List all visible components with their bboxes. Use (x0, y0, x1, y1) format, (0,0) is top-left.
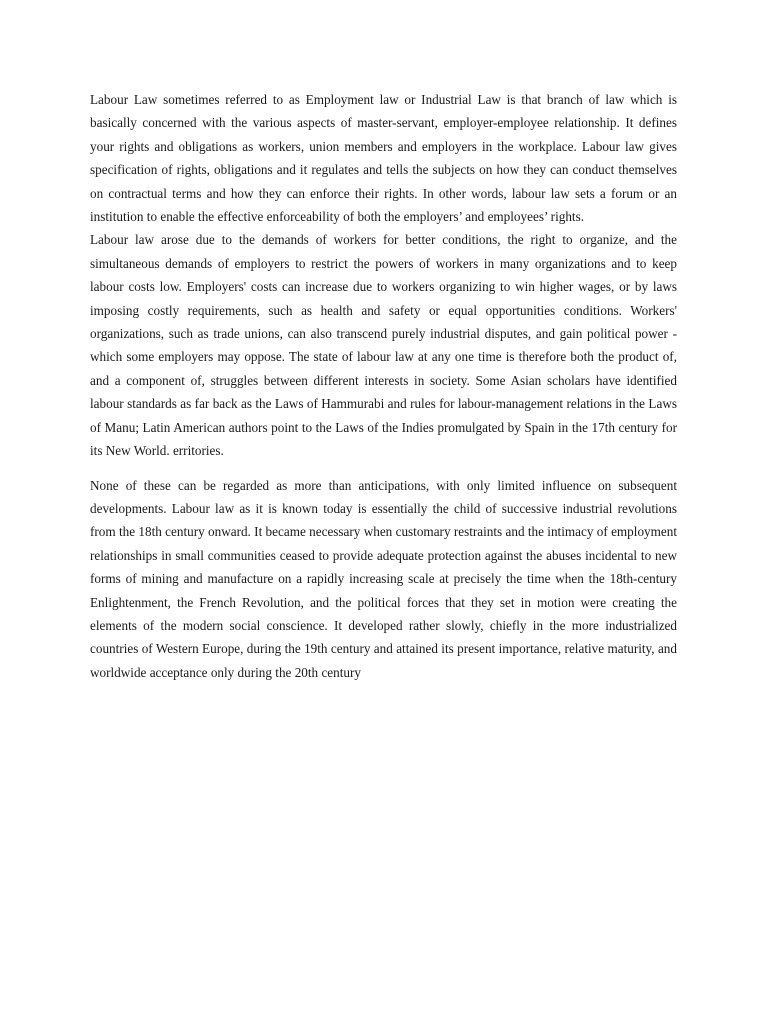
document-page (90, 88, 677, 684)
paragraph-labour-law-origins: Labour law arose due to the demands of workers for better conditions, the right to organize, and the simultaneous demands of employers to restrict the powers of workers in many organizations and to keep labour costs low. Employers' costs can increase due to workers organizing to win higher wages, or by laws imposing costly requirements, such as health and safety or equal opportunities conditions. Workers' organizations, such as trade unions, can also transcend purely industrial disputes, and gain political power - which some employers may oppose. The state of labour law at any one time is therefore both the product of, and a component of, struggles between different interests in society. Some Asian scholars have identified labour standards as far back as the Laws of Hammurabi and rules for labour-management relations in the Laws of Manu; Latin American authors point to the Laws of the Indies promulgated by Spain in the 17th century for its New World. erritories. (90, 232, 677, 459)
paragraph-labour-law-development: None of these can be regarded as more than anticipations, with only limited influence on subsequent developments. Labour law as it is known today is essentially the child of successive industrial revolutions from the 18th century onward. It became necessary when customary restraints and the intimacy of employment relationships in small communities ceased to provide adequate protection against the abuses incidental to new forms of mining and manufacture on a rapidly increasing scale at precisely the time when the 18th-century Enlightenment, the French Revolution, and the political forces that they set in motion were creating the elements of the modern social conscience. It developed rather slowly, chiefly in the more industrialized countries of Western Europe, during the 19th century and attained its present importance, relative maturity, and worldwide acceptance only during the 20th century (90, 477, 677, 680)
paragraph-labour-law-definition: Labour Law sometimes referred to as Employment law or Industrial Law is that branch of law which is basically concerned with the various aspects of master-servant, employer-employee relationship. It defines your rights and obligations as workers, union members and employers in the workplace. Labour law gives specification of rights, obligations and it regulates and tells the subjects on how they can conduct themselves on contractual terms and how they can enforce their rights. In other words, labour law sets a forum or an institution to enable the effective enforceability of both the employers’ and employees’ rights. (90, 92, 677, 225)
